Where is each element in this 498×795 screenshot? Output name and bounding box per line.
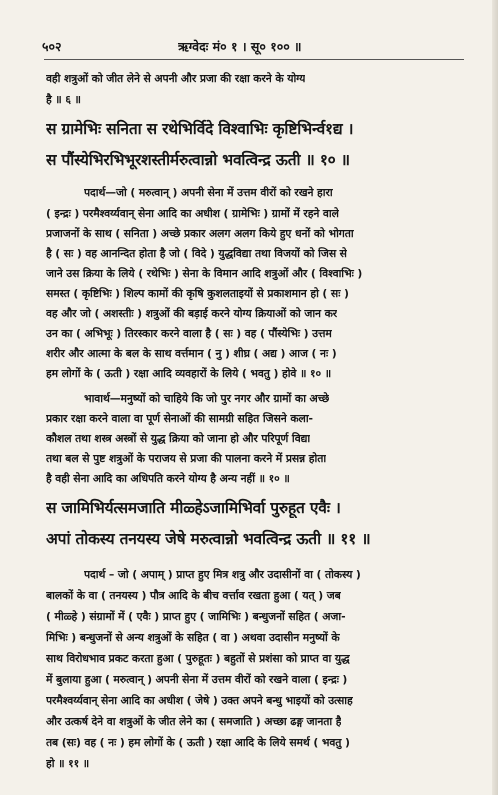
text-line: साथ विरोधभाव प्रकट करता हुआ ( पुरुहूतः ) बहुतों से प्रशंसा को प्राप्त वा युद्ध — [46, 652, 350, 665]
text-line: है ( सः ) वह आनन्दित होता है जो ( विदे ) युद्धविद्या तथा विजयों को जिस से — [46, 247, 347, 260]
text-line: वह और जो ( अशस्तीः ) शत्रुओं की बड़ाई करने योग्य क्रियाओं को जान कर — [46, 307, 338, 320]
mantra-line: स जामिभिर्यत्समजाति मीळ्हेऽजामिभिर्वा पुरुहूत एवैः । — [46, 499, 341, 517]
text-line: वही शत्रुओं को जीत लेने से अपनी और प्रजा की रक्षा करने के योग्य — [46, 72, 306, 85]
text-line: मिभिः ) बन्धुजनों से अन्य शत्रुओं के सहित ( वा ) अथवा उदासीन मनुष्यों के — [46, 631, 340, 644]
text-line: तथा बल से पुष्ट शत्रुओं के पराजय से प्रजा की पालना करने में प्रसन्न होता — [46, 452, 327, 465]
text-line: शरीर और आत्मा के बल के साथ वर्त्तमान ( नु ) शीघ्र ( अद्य ) आज ( नः ) — [46, 347, 337, 360]
text-line: ( इन्द्रः ) परमैश्वर्य्यवान् सेना आदि का अधीश ( ग्रामेभिः ) ग्रामों में रहने वाले — [46, 207, 339, 220]
text-line: प्रजाजनों के साथ ( सनिता ) अच्छे प्रकार अलग अलग किये हुए धनों को भोगता — [46, 227, 354, 240]
page-number: ५०२ — [42, 39, 62, 54]
text-line: पदार्थ—जो ( मरुत्वान् ) अपनी सेना में उत्तम वीरों को रखने हारा — [84, 186, 333, 199]
text-line: पदार्थ – जो ( अपाम् ) प्राप्त हुए मित्र शत्रु और उदासीनों वा ( तोकस्य ) — [84, 568, 361, 581]
text-line: कौशल तथा शस्त्र अस्त्रों से युद्ध क्रिया को जाना हो और परिपूर्ण विद्या — [46, 432, 311, 445]
text-line: उन का ( अभिभूः ) तिरस्कार करने वाला है ( सः ) वह ( पौंस्येभिः ) उत्तम — [46, 327, 332, 340]
text-line: हम लोगों के ( ऊती ) रक्षा आदि व्यवहारों के लिये ( भवतु ) होवे ॥ १० ॥ — [46, 367, 332, 380]
text-line: जाने उस क्रिया के लिये ( रथेभिः ) सेना के विमान आदि शत्रुओं और ( विश्वाभिः ) — [46, 267, 363, 280]
text-line: समस्त ( कृष्टिभिः ) शिल्प कामों की कृषि कुशलताइयों से प्रकाशमान हो ( सः ) — [46, 287, 349, 300]
header-rule — [44, 59, 464, 60]
text-line: है वही सेना आदि का अधिपति करने योग्य है अन्य नहीं ॥ १० ॥ — [46, 472, 290, 485]
text-line: तब (सः) वह ( नः ) हम लोगों के ( ऊती ) रक्षा आदि के लिये समर्थ ( भवतु ) — [46, 736, 350, 749]
text-line: प्रकार रक्षा करने वाला वा पूर्ण सेनाओं की सामग्री सहित जिसने कला- — [46, 412, 313, 425]
mantra-line: स ग्रामेभिः सनिता स रथेभिर्विदे विश्वाभिः कृष्टिभिर्न्व१द्य । — [46, 120, 354, 138]
text-line: है ॥ ६ ॥ — [46, 93, 81, 106]
text-line: भावार्थ—मनुष्यों को चाहिये कि जो पुर नगर और ग्रामों का अच्छे — [84, 392, 330, 405]
text-line: बालकों के वा ( तनयस्य ) पौत्र आदि के बीच वर्त्ताव रखता हुआ ( यत् ) जब — [46, 589, 341, 602]
text-line: परमैश्वर्य्यवान् सेना आदि का अधीश ( जेषे ) उक्त अपने बन्धु भाइयों को उत्साह — [46, 694, 353, 707]
running-title: ऋग्वेदः मं० १ । सू० १०० ॥ — [178, 39, 302, 54]
mantra-line: स पौंस्येभिरभिभूरशस्तीर्मरुत्वान्नो भवत्विन्द्र ऊती ॥ १० ॥ — [46, 151, 350, 169]
text-line: में बुलाया हुआ ( मरुत्वान् ) अपनी सेना में उत्तम वीरों को रखने वाला ( इन्द्रः ) — [46, 673, 348, 686]
scan-edge — [492, 0, 498, 795]
mantra-line: अपां तोकस्य तनयस्य जेषे मरुत्वान्नो भवत्विन्द्र ऊती ॥ ११ ॥ — [46, 530, 371, 548]
text-line: ( मीळ्हे ) संग्रामों में ( एवैः ) प्राप्त हुए ( जामिभिः ) बन्धुजनों सहित ( अजा- — [46, 610, 346, 623]
text-line: हो ॥ ११ ॥ — [46, 757, 90, 770]
text-line: और उत्कर्ष देने वा शत्रुओं के जीत लेने का ( समजाति ) अच्छा ढङ्ग जानता है — [46, 715, 342, 728]
